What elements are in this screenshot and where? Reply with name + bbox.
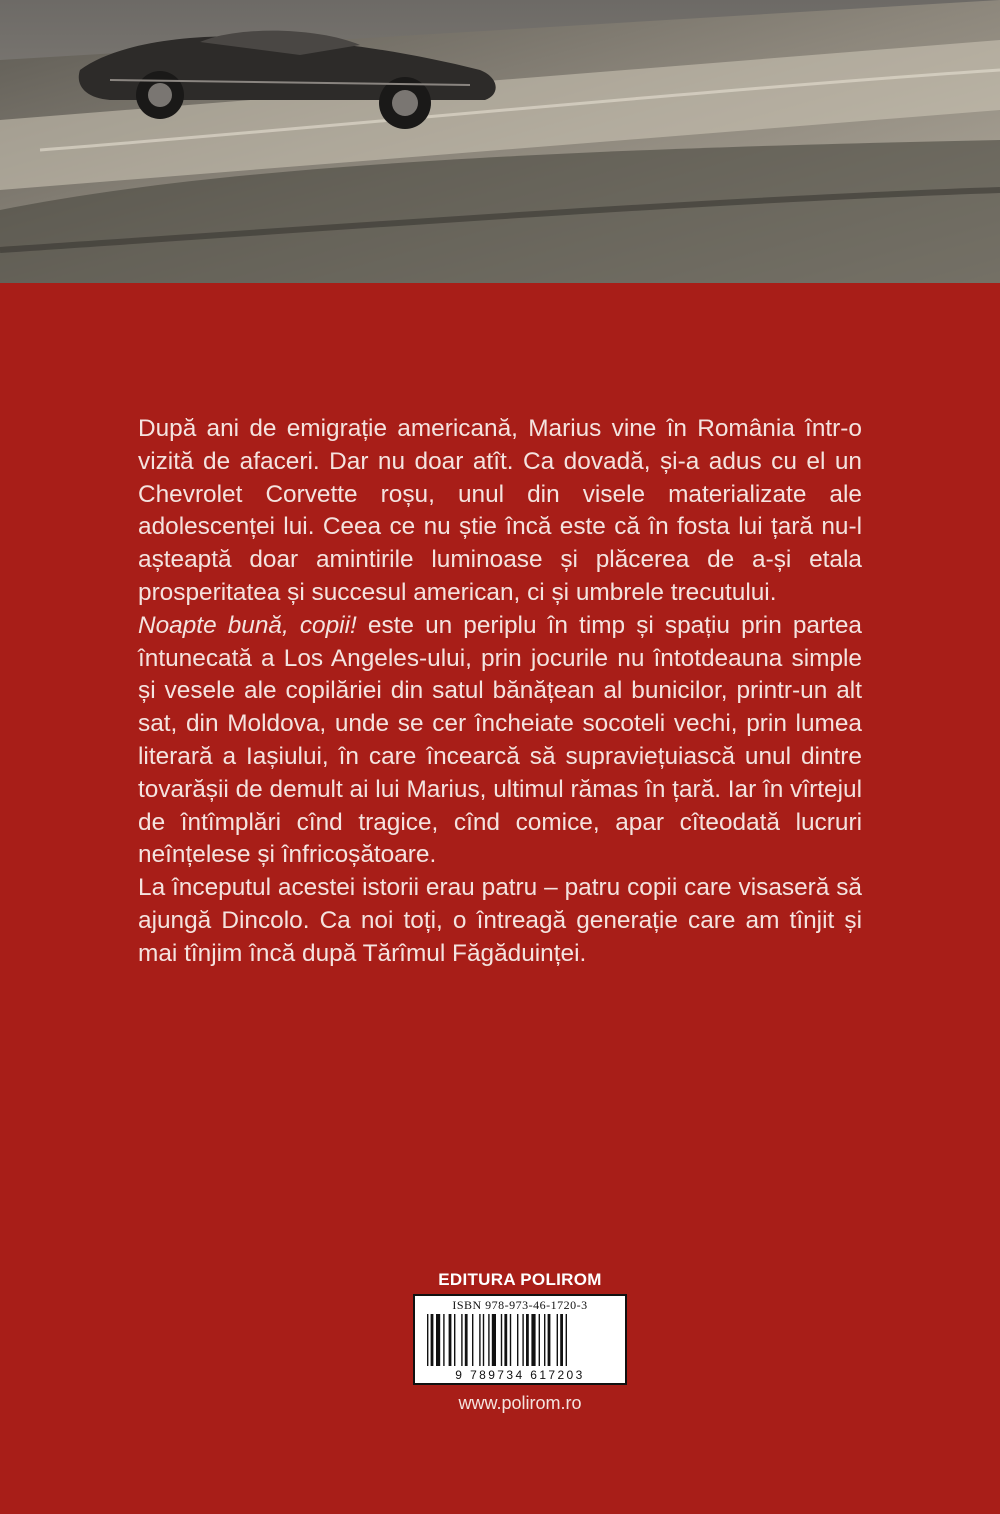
blurb-paragraph-2-text: este un periplu în timp și spațiu prin partea întunecată a Los Angeles-ului, prin jocurile nu întotdeauna simple și vesele ale copilăriei din satul bănățean al bunicilor, printr-un alt sat, din Moldova, unde se cer încheiate socoteli vechi, prin lumea literară a Iașiului, în care încearcă să supraviețuiască unul dintre tovarășii de demult ai lui Marius, ultimul rămas în țară. Iar în vîrtejul de întîmplări cînd tragice, cînd comice, apar cîteodată lucruri neînțelese și înfricoșătoare.	[138, 611, 862, 869]
publisher-website: www.polirom.ro	[458, 1393, 582, 1413]
blurb-paragraph-1: După ani de emigrație americană, Marius vine în România într-o vizită de afaceri. Dar nu doar atît. Ca dovadă, și-a adus cu el un Chevrolet Corvette roșu, unul din visele materializate ale adolescenței lui. Ceea ce nu știe încă este că în fosta lui țară nu-l așteaptă doar amintirile luminoase și plăcerea de a-și etala prosperitatea și succesul american, ci și umbrele trecutului.	[138, 415, 862, 606]
barcode-digits: 9 789734 617203	[455, 1368, 585, 1382]
isbn-barcode	[413, 1294, 627, 1385]
blurb-paragraph-2	[138, 610, 862, 872]
cover-photo	[0, 0, 1000, 283]
publisher-name: EDITURA POLIROM	[438, 1270, 602, 1289]
back-cover-blurb	[138, 413, 862, 971]
barcode-icon	[427, 1314, 613, 1366]
isbn-label: ISBN 978-973-46-1720-3	[452, 1298, 588, 1312]
book-title: Noapte bună, copii!	[138, 611, 357, 639]
blurb-paragraph-3: La începutul acestei istorii erau patru – patru copii care visaseră să ajungă Dincolo. Ca noi toți, o întreagă generație care am tînjit și mai tînjim încă după Tărîmul Făgăduinței.	[138, 874, 862, 967]
